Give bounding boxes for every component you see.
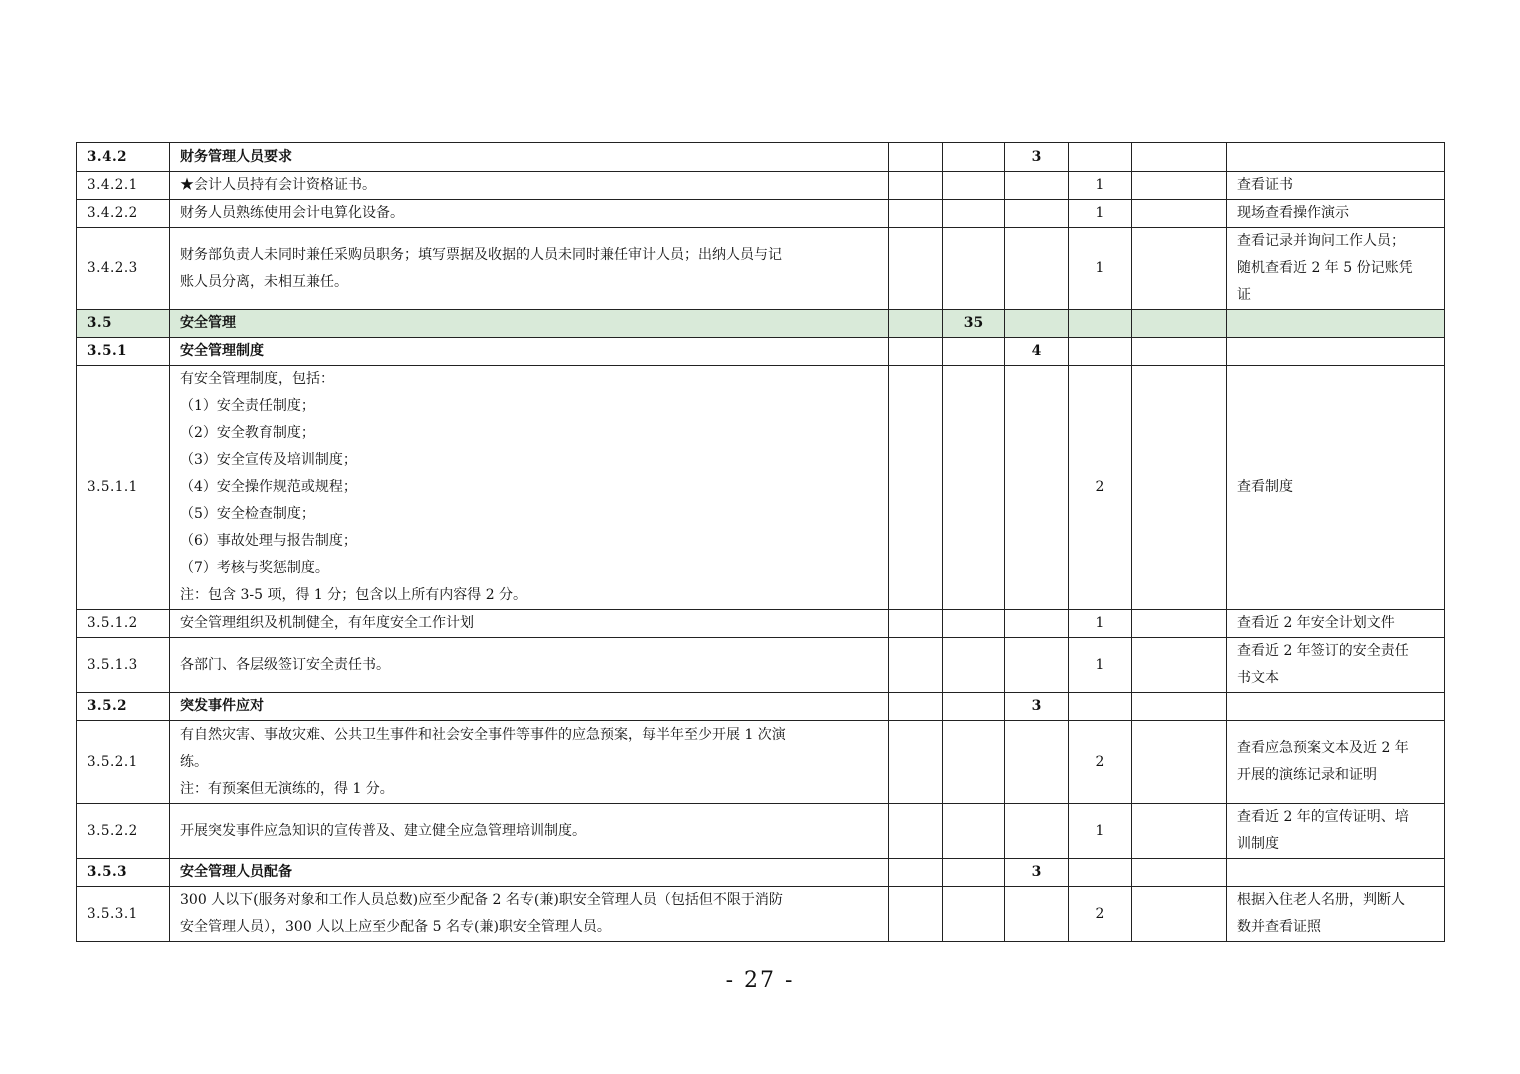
method-line: 查看近 2 年的宣传证明、培 bbox=[1237, 809, 1409, 825]
method-line: 数并查看证照 bbox=[1237, 919, 1321, 935]
score-cell-c1 bbox=[889, 228, 943, 310]
item-code: 3.4.2 bbox=[77, 143, 170, 172]
score-cell-c5 bbox=[1132, 638, 1227, 693]
table-row bbox=[77, 172, 1445, 200]
score-cell-c4 bbox=[1069, 693, 1132, 721]
item-content bbox=[170, 887, 889, 942]
score-cell-c1 bbox=[889, 143, 943, 172]
item-content bbox=[170, 338, 889, 366]
check-method bbox=[1227, 310, 1445, 338]
method-line: 书文本 bbox=[1237, 670, 1279, 686]
score-cell-c2 bbox=[943, 610, 1005, 638]
content-line: 财务管理人员要求 bbox=[180, 148, 292, 165]
score-cell-c3 bbox=[1005, 804, 1069, 859]
content-line: 有自然灾害、事故灾难、公共卫生事件和社会安全事件等事件的应急预案，每半年至少开展 1 次演 bbox=[180, 726, 786, 743]
score-cell-c3 bbox=[1005, 200, 1069, 228]
content-line: 各部门、各层级签订安全责任书。 bbox=[180, 656, 390, 673]
score-cell-c5 bbox=[1132, 366, 1227, 610]
item-content bbox=[170, 228, 889, 310]
score-cell-c5 bbox=[1132, 172, 1227, 200]
score-cell-c1 bbox=[889, 172, 943, 200]
content-line: 安全管理制度 bbox=[180, 343, 264, 359]
content-line: 突发事件应对 bbox=[180, 698, 264, 714]
item-code: 3.5.1 bbox=[77, 338, 170, 366]
score-cell-c4 bbox=[1069, 859, 1132, 887]
content-line: ★会计人员持有会计资格证书。 bbox=[180, 177, 376, 193]
content-line: （4）安全操作规范或规程； bbox=[180, 479, 357, 495]
score-cell-c3 bbox=[1005, 366, 1069, 610]
score-cell-c3: 3 bbox=[1005, 859, 1069, 887]
score-cell-c4 bbox=[1069, 338, 1132, 366]
score-cell-c2 bbox=[943, 338, 1005, 366]
item-content bbox=[170, 804, 889, 859]
method-line: 现场查看操作演示 bbox=[1237, 205, 1349, 221]
table-row bbox=[77, 366, 1445, 610]
item-content bbox=[170, 200, 889, 228]
item-content bbox=[170, 143, 889, 172]
method-line: 查看记录并询问工作人员； bbox=[1237, 233, 1405, 249]
content-line: 安全管理人员配备 bbox=[180, 864, 292, 880]
method-line: 随机查看近 2 年 5 份记账凭 bbox=[1237, 260, 1413, 276]
item-code: 3.5.3.1 bbox=[77, 887, 170, 942]
item-code: 3.5.2.2 bbox=[77, 804, 170, 859]
content-line: 300 人以下(服务对象和工作人员总数)应至少配备 2 名专(兼)职安全管理人员（包括但不限于消防 bbox=[180, 892, 783, 908]
score-cell-c3 bbox=[1005, 610, 1069, 638]
content-line: （3）安全宣传及培训制度； bbox=[180, 452, 357, 468]
score-cell-c4: 1 bbox=[1069, 804, 1132, 859]
score-cell-c1 bbox=[889, 610, 943, 638]
score-cell-c3 bbox=[1005, 721, 1069, 804]
score-cell-c5 bbox=[1132, 338, 1227, 366]
score-cell-c5 bbox=[1132, 228, 1227, 310]
content-line: 安全管理组织及机制健全，有年度安全工作计划 bbox=[180, 615, 474, 631]
content-line: 开展突发事件应急知识的宣传普及、建立健全应急管理培训制度。 bbox=[180, 822, 586, 839]
table-row bbox=[77, 887, 1445, 942]
table-row bbox=[77, 310, 1445, 338]
table-row bbox=[77, 143, 1445, 172]
score-cell-c2 bbox=[943, 200, 1005, 228]
score-cell-c4: 2 bbox=[1069, 366, 1132, 610]
score-cell-c2 bbox=[943, 143, 1005, 172]
score-cell-c2 bbox=[943, 638, 1005, 693]
score-cell-c1 bbox=[889, 693, 943, 721]
score-cell-c5 bbox=[1132, 610, 1227, 638]
content-line: 安全管理人员），300 人以上应至少配备 5 名专(兼)职安全管理人员。 bbox=[180, 919, 611, 935]
method-line: 查看近 2 年安全计划文件 bbox=[1237, 615, 1395, 631]
score-cell-c5 bbox=[1132, 200, 1227, 228]
content-line: （1）安全责任制度； bbox=[180, 398, 315, 414]
content-line: 注：有预案但无演练的，得 1 分。 bbox=[180, 780, 394, 797]
item-code: 3.5 bbox=[77, 310, 170, 338]
score-cell-c1 bbox=[889, 721, 943, 804]
check-method bbox=[1227, 638, 1445, 693]
content-line: 财务部负责人未同时兼任采购员职务；填写票据及收据的人员未同时兼任审计人员；出纳人员与记 bbox=[180, 246, 782, 263]
score-cell-c3: 3 bbox=[1005, 143, 1069, 172]
item-content bbox=[170, 859, 889, 887]
score-cell-c4: 1 bbox=[1069, 200, 1132, 228]
check-method bbox=[1227, 143, 1445, 172]
table-row bbox=[77, 721, 1445, 804]
content-line: 账人员分离，未相互兼任。 bbox=[180, 273, 348, 290]
score-cell-c5 bbox=[1132, 859, 1227, 887]
score-cell-c1 bbox=[889, 338, 943, 366]
item-code: 3.4.2.2 bbox=[77, 200, 170, 228]
item-content bbox=[170, 610, 889, 638]
check-method bbox=[1227, 200, 1445, 228]
score-cell-c2 bbox=[943, 366, 1005, 610]
score-cell-c5 bbox=[1132, 143, 1227, 172]
score-cell-c5 bbox=[1132, 310, 1227, 338]
item-content bbox=[170, 693, 889, 721]
score-cell-c1 bbox=[889, 366, 943, 610]
method-line: 查看应急预案文本及近 2 年 bbox=[1237, 740, 1409, 756]
content-line: 安全管理 bbox=[180, 315, 236, 331]
score-cell-c1 bbox=[889, 638, 943, 693]
check-method bbox=[1227, 887, 1445, 942]
item-code: 3.5.2 bbox=[77, 693, 170, 721]
table-row bbox=[77, 228, 1445, 310]
check-method bbox=[1227, 366, 1445, 610]
content-line: （2）安全教育制度； bbox=[180, 425, 315, 441]
check-method bbox=[1227, 859, 1445, 887]
score-cell-c5 bbox=[1132, 693, 1227, 721]
standards-table bbox=[76, 142, 1445, 942]
method-line: 训制度 bbox=[1237, 836, 1279, 852]
score-cell-c4: 2 bbox=[1069, 887, 1132, 942]
score-cell-c1 bbox=[889, 200, 943, 228]
check-method bbox=[1227, 804, 1445, 859]
content-line: （6）事故处理与报告制度； bbox=[180, 533, 357, 549]
item-code: 3.4.2.1 bbox=[77, 172, 170, 200]
item-code: 3.5.1.3 bbox=[77, 638, 170, 693]
score-cell-c2: 35 bbox=[943, 310, 1005, 338]
check-method bbox=[1227, 338, 1445, 366]
table-row bbox=[77, 200, 1445, 228]
score-cell-c4: 1 bbox=[1069, 610, 1132, 638]
score-cell-c5 bbox=[1132, 721, 1227, 804]
score-cell-c3 bbox=[1005, 638, 1069, 693]
method-line: 查看证书 bbox=[1237, 177, 1293, 193]
item-content bbox=[170, 310, 889, 338]
item-content bbox=[170, 638, 889, 693]
score-cell-c3 bbox=[1005, 887, 1069, 942]
content-line: 练。 bbox=[180, 753, 208, 770]
table-row bbox=[77, 338, 1445, 366]
score-cell-c2 bbox=[943, 693, 1005, 721]
score-cell-c4: 1 bbox=[1069, 638, 1132, 693]
score-cell-c3 bbox=[1005, 228, 1069, 310]
score-cell-c4: 1 bbox=[1069, 228, 1132, 310]
score-cell-c2 bbox=[943, 172, 1005, 200]
method-line: 查看近 2 年签订的安全责任 bbox=[1237, 643, 1409, 659]
item-code: 3.5.2.1 bbox=[77, 721, 170, 804]
score-cell-c2 bbox=[943, 228, 1005, 310]
method-line: 根据入住老人名册，判断人 bbox=[1237, 892, 1405, 908]
score-cell-c5 bbox=[1132, 887, 1227, 942]
item-code: 3.5.3 bbox=[77, 859, 170, 887]
score-cell-c2 bbox=[943, 721, 1005, 804]
content-line: （7）考核与奖惩制度。 bbox=[180, 560, 329, 576]
score-cell-c1 bbox=[889, 887, 943, 942]
score-cell-c2 bbox=[943, 804, 1005, 859]
content-line: （5）安全检查制度； bbox=[180, 506, 315, 522]
score-cell-c2 bbox=[943, 887, 1005, 942]
item-code: 3.5.1.2 bbox=[77, 610, 170, 638]
item-code: 3.5.1.1 bbox=[77, 366, 170, 610]
content-line: 财务人员熟练使用会计电算化设备。 bbox=[180, 205, 404, 221]
item-content bbox=[170, 172, 889, 200]
item-content bbox=[170, 721, 889, 804]
table-row bbox=[77, 638, 1445, 693]
score-cell-c3 bbox=[1005, 310, 1069, 338]
check-method bbox=[1227, 228, 1445, 310]
method-line: 证 bbox=[1237, 287, 1251, 303]
table-row bbox=[77, 804, 1445, 859]
check-method bbox=[1227, 721, 1445, 804]
score-cell-c3: 3 bbox=[1005, 693, 1069, 721]
check-method bbox=[1227, 610, 1445, 638]
score-cell-c4: 2 bbox=[1069, 721, 1132, 804]
page-number: - 27 - bbox=[725, 968, 795, 993]
score-cell-c1 bbox=[889, 859, 943, 887]
score-cell-c1 bbox=[889, 804, 943, 859]
score-cell-c4: 1 bbox=[1069, 172, 1132, 200]
method-line: 查看制度 bbox=[1237, 479, 1293, 495]
content-line: 有安全管理制度，包括： bbox=[180, 371, 334, 387]
score-cell-c4 bbox=[1069, 143, 1132, 172]
check-method bbox=[1227, 172, 1445, 200]
item-code: 3.4.2.3 bbox=[77, 228, 170, 310]
content-line: 注：包含 3-5 项，得 1 分；包含以上所有内容得 2 分。 bbox=[180, 587, 528, 603]
score-cell-c2 bbox=[943, 859, 1005, 887]
table-row bbox=[77, 693, 1445, 721]
score-cell-c3: 4 bbox=[1005, 338, 1069, 366]
item-content bbox=[170, 366, 889, 610]
score-cell-c1 bbox=[889, 310, 943, 338]
table-row bbox=[77, 859, 1445, 887]
table-row bbox=[77, 610, 1445, 638]
check-method bbox=[1227, 693, 1445, 721]
score-cell-c4 bbox=[1069, 310, 1132, 338]
method-line: 开展的演练记录和证明 bbox=[1237, 767, 1377, 783]
score-cell-c3 bbox=[1005, 172, 1069, 200]
score-cell-c5 bbox=[1132, 804, 1227, 859]
